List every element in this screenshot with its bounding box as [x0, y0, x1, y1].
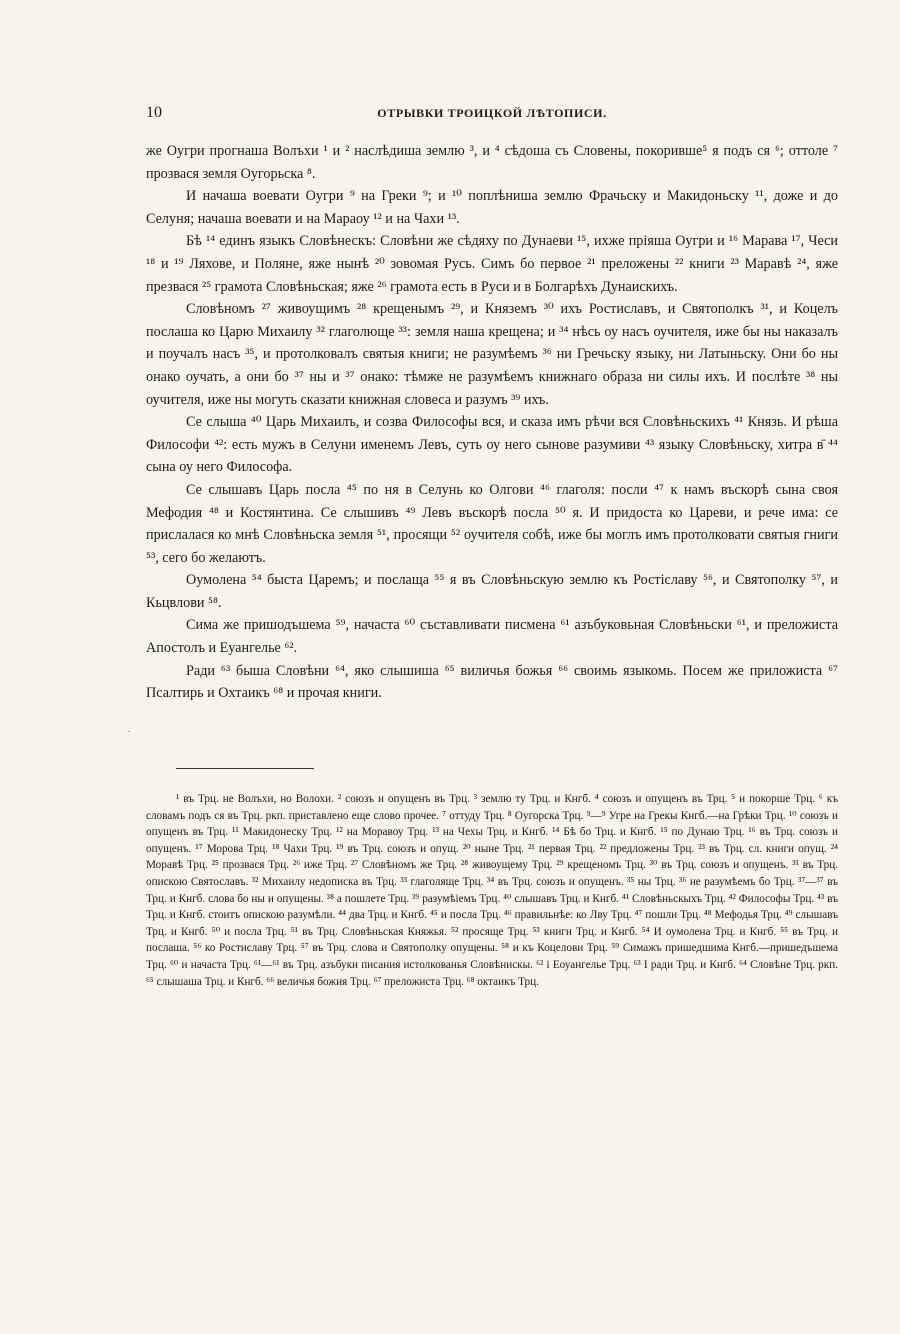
- margin-dot: ·: [127, 724, 131, 738]
- footnote-block: ¹ въ Трц. не Волъхи, но Волохи. ² союзъ и опущенъ въ Трц. ³ землю ту Трц. и Кнгб. ⁴ союзъ и опущенъ въ Трц. ⁵ и покорше Трц. ⁶ къ словамъ подъ ся въ Трц. ркп. приставлено еще слово прочее. ⁷ оттуду Трц. ⁸ Оугорска Трц. ⁹—⁹ Угре на Грекы Кнгб.—на Грѣки Трц. ¹⁰ союзъ и опущенъ въ Трц. ¹¹ Макидонеску Трц. ¹² на Моравоу Трц. ¹³ на Чехы Трц. и Кнгб. ¹⁴ Бѣ бо Трц. и Кнгб. ¹⁵ по Дунаю Трц. ¹⁶ въ Трц. союзъ и опущенъ. ¹⁷ Морова Трц. ¹⁸ Чахи Трц. ¹⁹ въ Трц. союзъ и опущ. ²⁰ ныне Трц. ²¹ первая Трц. ²² предложены Трц. ²³ въ Трц. сл. книги опущ. ²⁴ Моравѣ Трц. ²⁵ прозвася Трц. ²⁶ иже Трц. ²⁷ Словѣномъ же Трц. ²⁸ живоущему Трц. ²⁹ крещеномъ Трц. ³⁰ въ Трц. союзъ и опущенъ. ³¹ въ Трц. опискою Святославъ. ³² Михаилу недописка въ Трц. ³³ глаголяще Трц. ³⁴ въ Трц. союзъ и опущенъ. ³⁵ ны Трц. ³⁶ не разумѣемъ бо Трц. ³⁷—³⁷ въ Трц. и Кнгб. слова бо ны и опущены. ³⁸ а пошлете Трц. ³⁹ разумѣіемъ Трц. ⁴⁰ слышавъ Трц. и Кнгб. ⁴¹ Словѣньскыхъ Трц. ⁴² Философы Трц. ⁴³ въ Трц. и Кнгб. стоитъ опискою разумѣли. ⁴⁴ два Трц. и Кнгб. ⁴⁵ и посла Трц. ⁴⁶ правильнѣе: ко Лву Трц. ⁴⁷ пошли Трц. ⁴⁸ Мефодья Трц. ⁴⁹ слышавъ Трц. и Кнгб. ⁵⁰ и посла Трц. ⁵¹ въ Трц. Словѣньская Княжья. ⁵² просяще Трц. ⁵³ книги Трц. и Кнгб. ⁵⁴ И оумолена Трц. и Кнгб. ⁵⁵ въ Трц. и послаша. ⁵⁶ ко Ростиславу Трц. ⁵⁷ въ Трц. слова и Святополку опущены. ⁵⁸ и къ Коцелови Трц. ⁵⁹ Симажъ пришедшима Кнгб.—пришедъшема Трц. ⁶⁰ и начаста Трц. ⁶¹—⁶¹ въ Трц. азъбуки писания истолкованья Словѣнискы. ⁶² і Еоуангелье Трц. ⁶³ І ради Трц. и Кнгб. ⁶⁴ Словѣне Трц. ркп. ⁶⁵ слышаша Трц. и Кнгб. ⁶⁶ величья божия Трц. ⁶⁷ преложиста Трц. ⁶⁸ октаикъ Трц.: [146, 793, 838, 988]
- page-header: [146, 104, 838, 128]
- main-text: [146, 140, 838, 705]
- paragraph: же Оугри прогнаша Волъхи ¹ и ² наслѣдиша землю ³, и ⁴ сѣдоша съ Словены, покоривше⁵ я подъ ся ⁶; оттоле ⁷ прозвася земля Оугорьска ⁸.: [146, 143, 838, 182]
- footnote-rule: [176, 768, 314, 769]
- paragraph: Ради ⁶³ быша Словѣни ⁶⁴, яко слышиша ⁶⁵ виличья божья ⁶⁶ своимь языкомь. Посем же приложиста ⁶⁷ Псалтирь и Охтаикъ ⁶⁸ и прочая книги.: [146, 662, 838, 702]
- paragraph: Бѣ ¹⁴ единъ языкъ Словѣнескъ: Словѣни же сѣдяху по Дунаеви ¹⁵, ихже пріяша Оугри и ¹⁶ Марава ¹⁷, Чеси ¹⁸ и ¹⁹ Ляхове, и Поляне, яже нынѣ ²⁰ зовомая Русь. Симъ бо первое ²¹ преложены ²² книги ²³ Маравѣ ²⁴, яже презвася ²⁵ грамота Словѣньская; яже ²⁶ грамота есть в Руси и в Болгарѣхъ Дунаискихъ.: [146, 233, 838, 295]
- paragraph: Се слыша ⁴⁰ Царь Михаилъ, и созва Философы вся, и сказа имъ рѣчи вся Словѣньскихъ ⁴¹ Князь. И рѣша Философи ⁴²: есть мужъ в Селуни именемъ Левъ, суть оу него сынове разумиви ⁴³ языку Словѣньску, хитра в̄ ⁴⁴ сына оу него Философа.: [146, 414, 838, 476]
- paragraph: Оумолена ⁵⁴ быста Царемъ; и послаща ⁵⁵ я въ Словѣньскую землю къ Ростіславу ⁵⁶, и Святополку ⁵⁷, и Кьцвлови ⁵⁸.: [146, 572, 838, 611]
- paragraph: И начаша воевати Оугри ⁹ на Греки ⁹; и ¹⁰ поплѣниша землю Фрачьску и Макидоньску ¹¹, доже и до Селуня; начаша воевати и на Мараоу ¹² и на Чахи ¹³.: [146, 188, 838, 227]
- paragraph: Се слышавъ Царь посла ⁴⁵ по ня в Селунь ко Олгови ⁴⁶ глаголя: посли ⁴⁷ к намъ въскорѣ сына своя Мефодия ⁴⁸ и Костянтина. Се слышивъ ⁴⁹ Левъ въскорѣ посла ⁵⁰ я. И придоста ко Цареви, и рече има: се прислалася ко мнѣ Словѣньска земля ⁵¹, просящи ⁵² оучителя собѣ, иже бы моглъ имъ протолковати святыя гниги ⁵³, сего бо желаютъ.: [146, 481, 838, 566]
- paragraph: Словѣномъ ²⁷ живоущимъ ²⁸ крещенымъ ²⁹, и Княземъ ³⁰ ихъ Ростиславъ, и Святополкъ ³¹, и Коцелъ послаша ко Царю Михаилу ³² глаголюще ³³: земля наша крещена; и ³⁴ нѣсь оу насъ оучителя, иже бы ны наказалъ и поучалъ насъ ³⁵, и протолковалъ святыя книги; не разумѣемъ ³⁶ ни Гречьску языку, ни Латыньску. Они бо ны онако оучать, а они бо ³⁷ ны и ³⁷ онако: тѣмже не разумѣемъ книжнаго образа ни силы ихъ. И послѣте ³⁸ ны оучителя, иже ны могуть сказати книжная словеса и разумъ ³⁹ ихъ.: [146, 301, 838, 408]
- page-number: 10: [146, 104, 162, 121]
- running-title: ОТРЫВКИ ТРОИЦКОЙ ЛѢТОПИСИ.: [377, 106, 607, 120]
- paragraph: Сима же пришодъшема ⁵⁹, начаста ⁶⁰ съставливати писмена ⁶¹ азъбуковьная Словѣньски ⁶¹, и преложиста Апостолъ и Еуангелье ⁶².: [146, 617, 838, 657]
- footnotes: [146, 791, 838, 990]
